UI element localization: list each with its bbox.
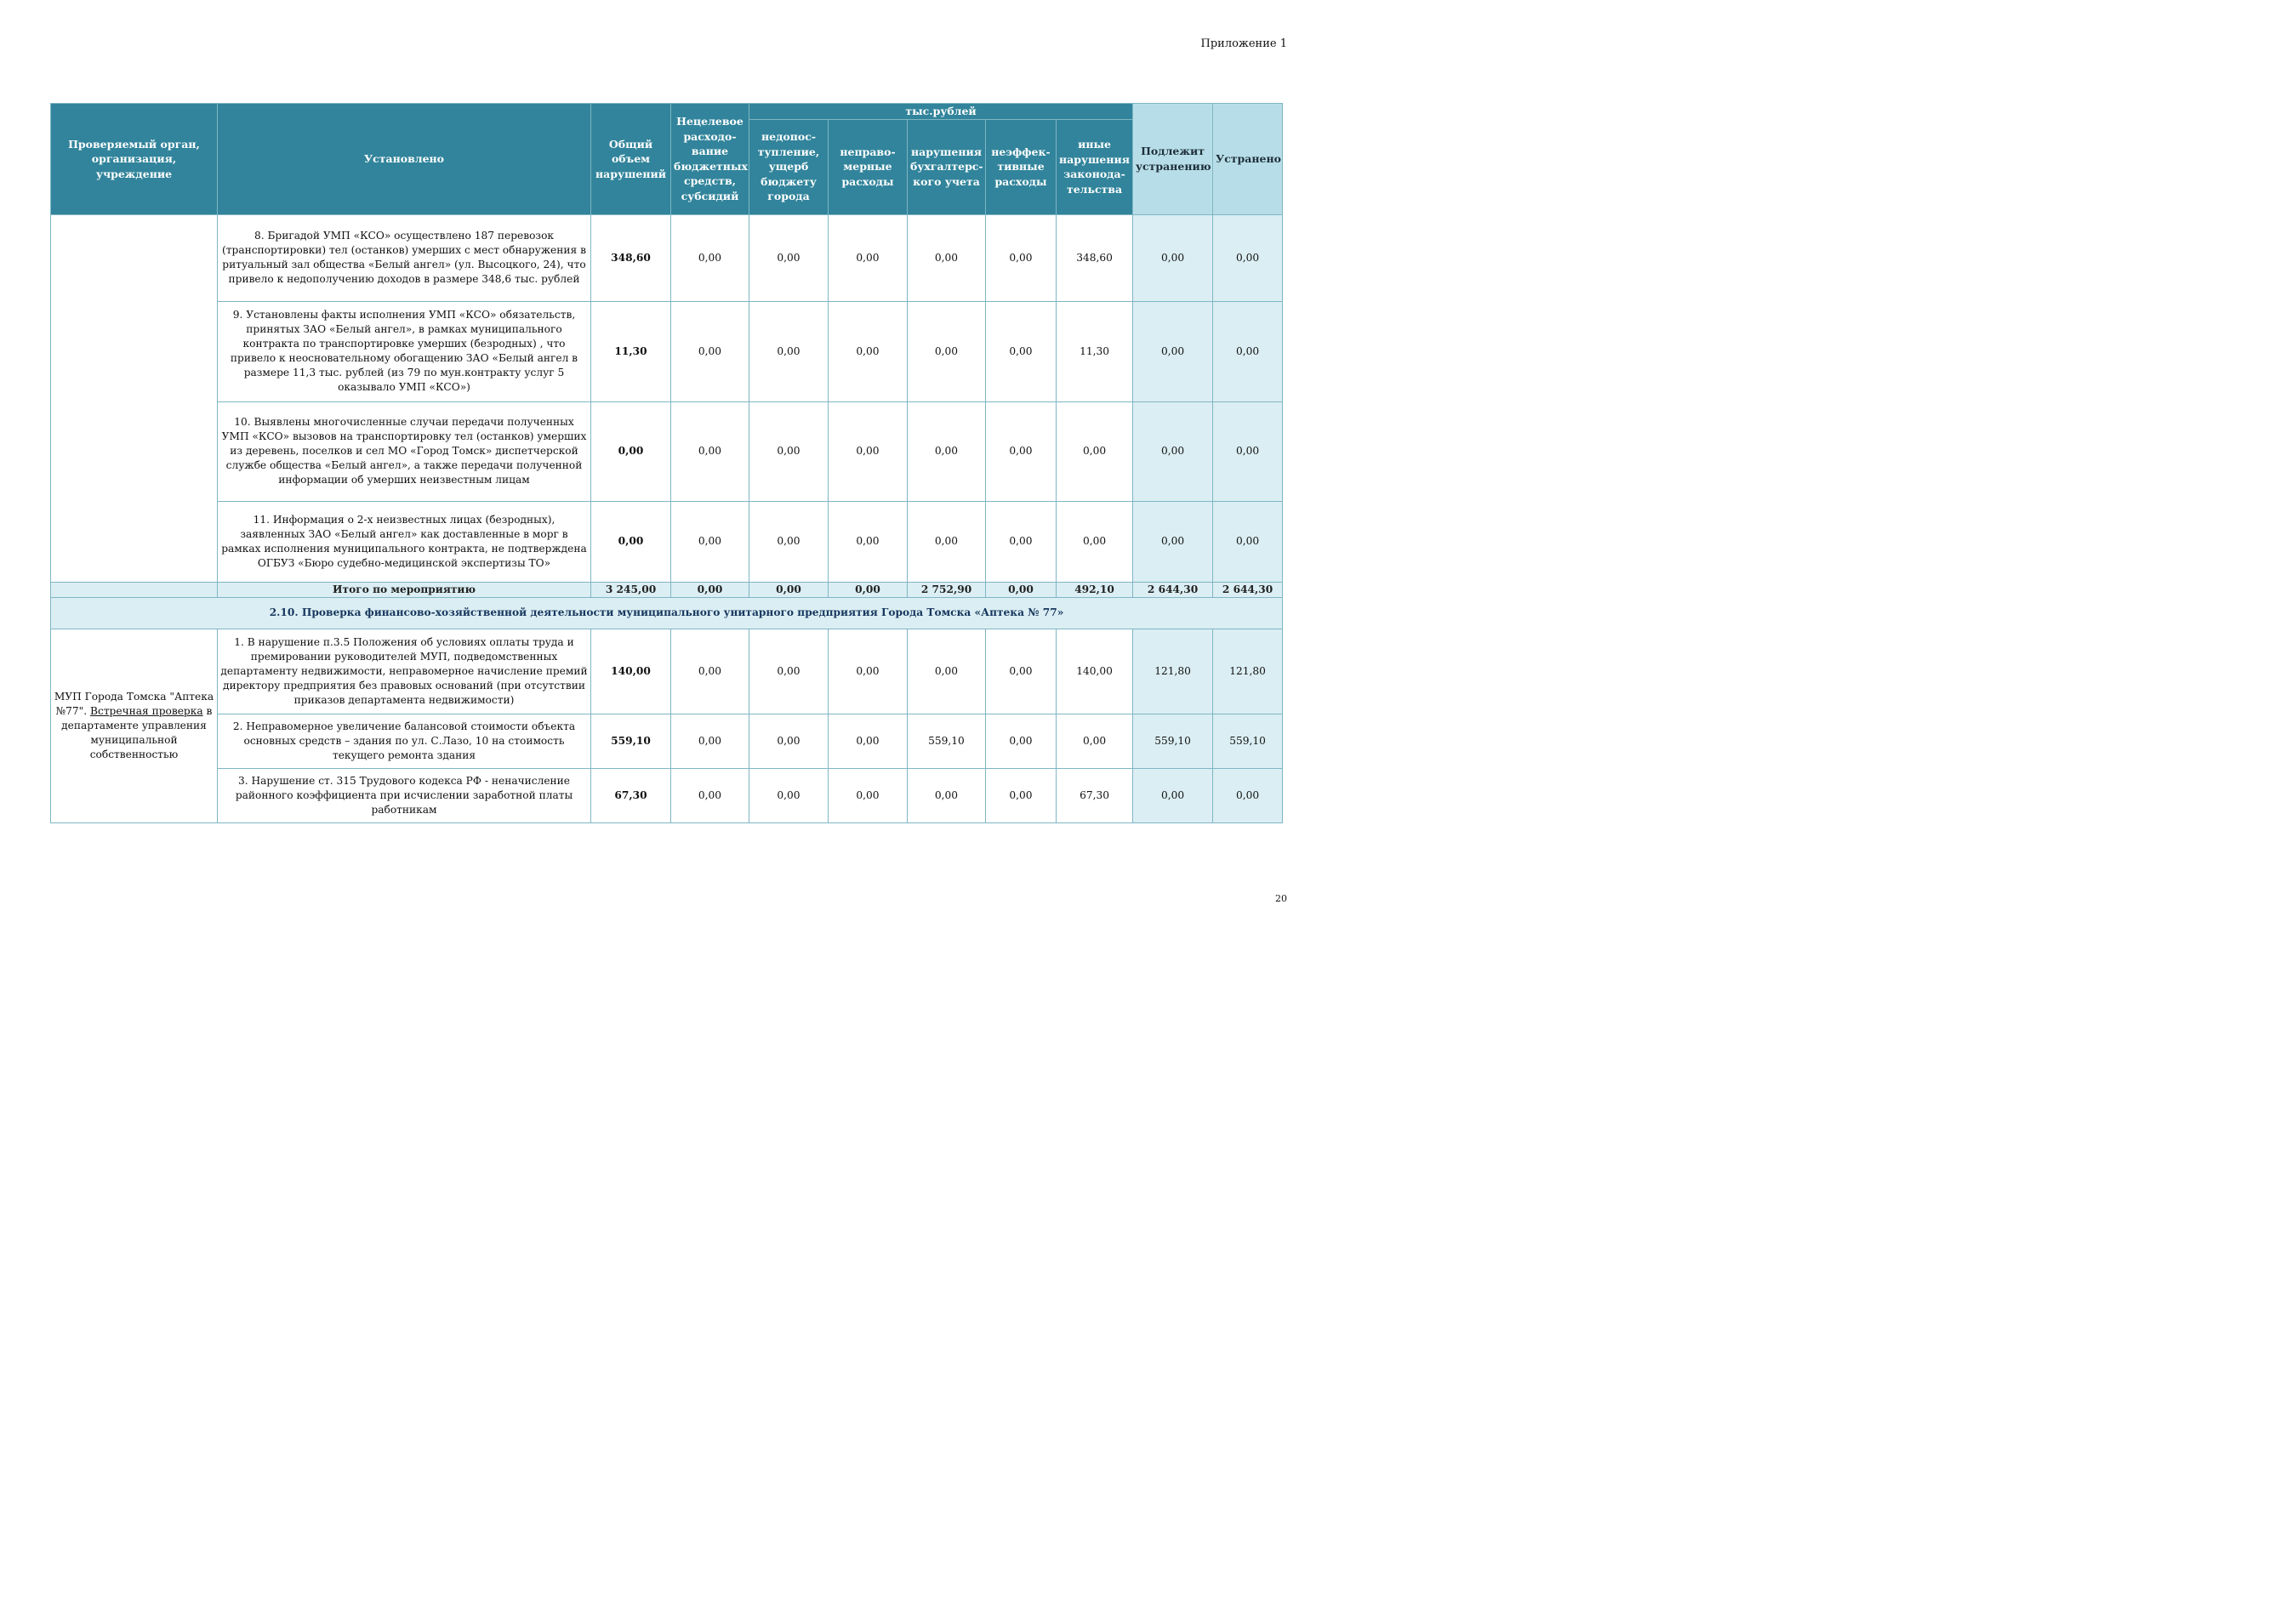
cell-fixed: 0,00 <box>1213 401 1283 501</box>
header-total: Общий объем нарушений <box>591 104 671 215</box>
page-number: 20 <box>1275 893 1287 904</box>
row-text: 2. Неправомерное увеличение балансовой стоимости объекта основных средств – здания по ул. С.Лазо, 10 на стоимость текущего ремонта здания <box>218 714 591 768</box>
cell-misuse: 0,00 <box>671 768 749 822</box>
header-to-fix: Подлежит устранению <box>1133 104 1213 215</box>
total-underpaid: 0,00 <box>749 582 829 597</box>
total-ineffective: 0,00 <box>986 582 1057 597</box>
cell-to-fix: 0,00 <box>1133 768 1213 822</box>
total-row <box>51 582 1283 597</box>
row-text: 10. Выявлены многочисленные случаи передачи полученных УМП «КСО» вызовов на транспортировку тел (останков) умерших из деревень, поселков и сел МО «Город Томск» диспетчерской службе общества «Белый ангел», а также передачи полученной информации об умерших неизвестным лицам <box>218 401 591 501</box>
table-row <box>51 401 1283 501</box>
cell-illegal: 0,00 <box>829 714 908 768</box>
row-text: 9. Установлены факты исполнения УМП «КСО» обязательств, принятых ЗАО «Белый ангел», в рамках муниципального контракта по транспортировке умерших (безродных) , что привело к неосновательному обогащению ЗАО «Белый ангел в размере 11,3 тыс. рублей (из 79 по мун.контракту услуг 5 оказывало УМП «КСО») <box>218 301 591 401</box>
cell-to-fix: 0,00 <box>1133 214 1213 301</box>
cell-accounting: 0,00 <box>908 501 986 582</box>
cell-other: 140,00 <box>1057 629 1133 714</box>
cell-ineffective: 0,00 <box>986 714 1057 768</box>
table-row <box>51 629 1283 714</box>
cell-misuse: 0,00 <box>671 714 749 768</box>
total-other: 492,10 <box>1057 582 1133 597</box>
cell-total: 140,00 <box>591 629 671 714</box>
cell-ineffective: 0,00 <box>986 501 1057 582</box>
cell-fixed: 0,00 <box>1213 301 1283 401</box>
total-misuse: 0,00 <box>671 582 749 597</box>
header-other: иные нарушения законода-тельства <box>1057 119 1133 214</box>
cell-total: 0,00 <box>591 401 671 501</box>
cell-to-fix: 559,10 <box>1133 714 1213 768</box>
cell-misuse: 0,00 <box>671 214 749 301</box>
cell-other: 11,30 <box>1057 301 1133 401</box>
cell-ineffective: 0,00 <box>986 768 1057 822</box>
cell-misuse: 0,00 <box>671 401 749 501</box>
cell-total: 67,30 <box>591 768 671 822</box>
cell-underpaid: 0,00 <box>749 768 829 822</box>
cell-underpaid: 0,00 <box>749 629 829 714</box>
row-text: 1. В нарушение п.3.5 Положения об условиях оплаты труда и премировании руководителей МУП, подведомственных департаменту недвижимости, неправомерное начисление премий директору предприятия без правовых оснований (при отсутствии приказов департамента недвижимости) <box>218 629 591 714</box>
cell-illegal: 0,00 <box>829 629 908 714</box>
cell-illegal: 0,00 <box>829 301 908 401</box>
cell-other: 348,60 <box>1057 214 1133 301</box>
cell-illegal: 0,00 <box>829 768 908 822</box>
org-cell-empty <box>51 214 218 582</box>
header-fixed: Устранено <box>1213 104 1283 215</box>
cell-accounting: 0,00 <box>908 301 986 401</box>
cell-ineffective: 0,00 <box>986 401 1057 501</box>
cell-total: 559,10 <box>591 714 671 768</box>
cell-accounting: 0,00 <box>908 401 986 501</box>
table-row <box>51 501 1283 582</box>
cell-misuse: 0,00 <box>671 501 749 582</box>
cell-underpaid: 0,00 <box>749 301 829 401</box>
cell-accounting: 0,00 <box>908 768 986 822</box>
total-to-fix: 2 644,30 <box>1133 582 1213 597</box>
header-org: Проверяемый орган, организация, учреждение <box>51 104 218 215</box>
total-accounting: 2 752,90 <box>908 582 986 597</box>
cell-other: 0,00 <box>1057 714 1133 768</box>
header-units: тыс.рублей <box>749 104 1133 120</box>
cell-illegal: 0,00 <box>829 214 908 301</box>
cell-accounting: 0,00 <box>908 214 986 301</box>
cell-misuse: 0,00 <box>671 301 749 401</box>
cell-total: 348,60 <box>591 214 671 301</box>
total-total: 3 245,00 <box>591 582 671 597</box>
total-empty-cell <box>51 582 218 597</box>
table-row <box>51 768 1283 822</box>
header-misuse: Нецелевое расходо-вание бюджетных средств, субсидий <box>671 104 749 215</box>
cell-ineffective: 0,00 <box>986 214 1057 301</box>
header-underpaid: недопос-тупление, ущерб бюджету города <box>749 119 829 214</box>
row-text: 8. Бригадой УМП «КСО» осуществлено 187 перевозок (транспортировки) тел (останков) умерших с мест обнаружения в ритуальный зал общества «Белый ангел» (ул. Высоцкого, 24), что привело к недополучению доходов в размере 348,6 тыс. рублей <box>218 214 591 301</box>
section-row <box>51 597 1283 629</box>
cell-to-fix: 121,80 <box>1133 629 1213 714</box>
header-established: Установлено <box>218 104 591 215</box>
cell-other: 0,00 <box>1057 401 1133 501</box>
org-cell <box>51 629 218 822</box>
total-fixed: 2 644,30 <box>1213 582 1283 597</box>
cell-illegal: 0,00 <box>829 501 908 582</box>
org-name: МУП Города Томска "Аптека №77". <box>54 690 214 717</box>
row-text: 3. Нарушение ст. 315 Трудового кодекса РФ - неначисление районного коэффициента при исчислении заработной платы работникам <box>218 768 591 822</box>
total-illegal: 0,00 <box>829 582 908 597</box>
cell-accounting: 0,00 <box>908 629 986 714</box>
appendix-label: Приложение 1 <box>1200 37 1287 50</box>
cell-fixed: 559,10 <box>1213 714 1283 768</box>
cell-underpaid: 0,00 <box>749 714 829 768</box>
header-accounting: нарушения бухгалтерс-кого учета <box>908 119 986 214</box>
org-department: в департаменте управления муниципальной собственностью <box>61 704 213 760</box>
table-row <box>51 301 1283 401</box>
org-check-type: Встречная проверка <box>90 704 203 717</box>
section-title: 2.10. Проверка финансово-хозяйственной деятельности муниципального унитарного предприятия Города Томска «Аптека № 77» <box>51 597 1283 629</box>
table-row <box>51 714 1283 768</box>
cell-ineffective: 0,00 <box>986 301 1057 401</box>
table-row <box>51 214 1283 301</box>
cell-total: 11,30 <box>591 301 671 401</box>
header-illegal: неправо-мерные расходы <box>829 119 908 214</box>
cell-underpaid: 0,00 <box>749 401 829 501</box>
cell-ineffective: 0,00 <box>986 629 1057 714</box>
cell-illegal: 0,00 <box>829 401 908 501</box>
cell-underpaid: 0,00 <box>749 501 829 582</box>
cell-accounting: 559,10 <box>908 714 986 768</box>
cell-to-fix: 0,00 <box>1133 301 1213 401</box>
row-text: 11. Информация о 2-х неизвестных лицах (безродных), заявленных ЗАО «Белый ангел» как доставленные в морг в рамках исполнения муниципального контракта, не подтверждена ОГБУЗ «Бюро судебно-медицинской экспертизы ТО» <box>218 501 591 582</box>
total-label: Итого по мероприятию <box>218 582 591 597</box>
cell-to-fix: 0,00 <box>1133 501 1213 582</box>
cell-other: 67,30 <box>1057 768 1133 822</box>
cell-misuse: 0,00 <box>671 629 749 714</box>
cell-fixed: 0,00 <box>1213 214 1283 301</box>
violations-table <box>50 103 1283 823</box>
cell-total: 0,00 <box>591 501 671 582</box>
cell-fixed: 0,00 <box>1213 768 1283 822</box>
cell-underpaid: 0,00 <box>749 214 829 301</box>
cell-to-fix: 0,00 <box>1133 401 1213 501</box>
cell-fixed: 121,80 <box>1213 629 1283 714</box>
cell-other: 0,00 <box>1057 501 1133 582</box>
header-ineffective: неэффек-тивные расходы <box>986 119 1057 214</box>
cell-fixed: 0,00 <box>1213 501 1283 582</box>
